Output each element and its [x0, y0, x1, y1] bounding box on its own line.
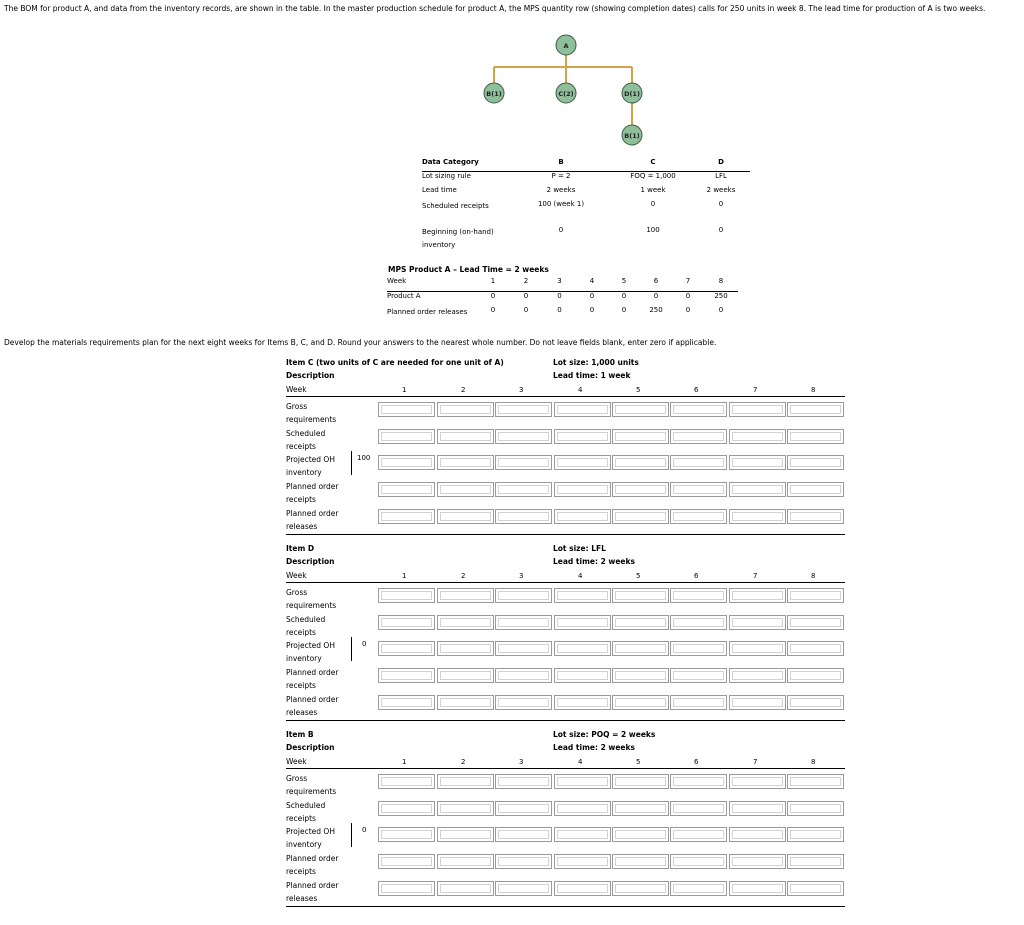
- mps-table: Week 1 2 3 4 5 6 7 8 Product A 0 0 0 0 0 0 0 250 Planned order releases 0 0 0 0 0 250 0 0: [387, 277, 738, 332]
- item-d-planned-order-receipts-week-4-input[interactable]: [554, 668, 611, 683]
- item-b-projected-oh-week-3-input[interactable]: [495, 827, 552, 842]
- item-d-gross-requirements-label: Gross requirements: [286, 588, 337, 610]
- item-c-week-7: 7: [753, 386, 758, 394]
- item-c-gross-requirements-week-6-input[interactable]: [670, 402, 727, 417]
- item-b-gross-requirements-week-8-input[interactable]: [787, 774, 844, 789]
- item-d-planned-order-releases-week-2-input[interactable]: [437, 695, 494, 710]
- item-c-planned-order-releases-week-8-input[interactable]: [787, 509, 844, 524]
- item-c-bottom-rule: [286, 534, 845, 535]
- item-c-gross-requirements-week-3-input[interactable]: [495, 402, 552, 417]
- item-d-week-3: 3: [519, 572, 524, 580]
- item-d-bottom-rule: [286, 720, 845, 721]
- instructions: Develop the materials requirements plan for the next eight weeks for Items B, C, and D. Round your answers to the nearest whole number. Do not leave fields blank, enter zero if applicable.: [4, 338, 717, 347]
- item-b-planned-order-receipts-label: Planned order receipts: [286, 854, 339, 877]
- bom-label-a: A: [563, 42, 569, 50]
- item-b-scheduled-receipts-week-2-input[interactable]: [437, 801, 494, 816]
- item-d-gross-requirements-week-6-input[interactable]: [670, 588, 727, 603]
- item-c-scheduled-receipts-week-2-input[interactable]: [437, 429, 494, 444]
- item-d-planned-order-receipts-week-3-input[interactable]: [495, 668, 552, 683]
- item-d-week-7: 7: [753, 572, 758, 580]
- item-b-scheduled-receipts-week-8-input[interactable]: [787, 801, 844, 816]
- item-c-projected-oh-week-2-input[interactable]: [437, 455, 494, 470]
- item-c-projected-oh-label: Projected OH inventory: [286, 455, 335, 478]
- mps-title: MPS Product A – Lead Time = 2 weeks: [388, 265, 549, 274]
- item-b-week-5: 5: [636, 758, 641, 766]
- item-d-gross-requirements-week-5-input[interactable]: [612, 588, 669, 603]
- item-d-scheduled-receipts-week-2-input[interactable]: [437, 615, 494, 630]
- item-d-planned-order-releases-week-6-input[interactable]: [670, 695, 727, 710]
- inventory-data-table: Data Category B C D Lot sizing rule P = 2 FOQ = 1,000 LFL Lead time 2 weeks 1 week 2 weeks Scheduled receipts 100 (week 1) 0 0 Beginning (on-hand) inventory 0 100 0: [422, 158, 750, 252]
- item-c-scheduled-receipts-week-6-input[interactable]: [670, 429, 727, 444]
- item-c-week-label: Week: [286, 385, 307, 394]
- item-d-projected-oh-week-6-input[interactable]: [670, 641, 727, 656]
- item-b-planned-order-receipts-week-2-input[interactable]: [437, 854, 494, 869]
- item-d-planned-order-receipts-week-7-input[interactable]: [729, 668, 786, 683]
- item-b-scheduled-receipts-week-4-input[interactable]: [554, 801, 611, 816]
- item-c-title: Item C (two units of C are needed for one unit of A): [286, 358, 504, 367]
- item-d-planned-order-receipts-week-8-input[interactable]: [787, 668, 844, 683]
- item-b-gross-requirements-week-1-input[interactable]: [378, 774, 435, 789]
- item-d-gross-requirements-week-1-input[interactable]: [378, 588, 435, 603]
- item-c-planned-order-releases-week-7-input[interactable]: [729, 509, 786, 524]
- item-c-planned-order-releases-week-1-input[interactable]: [378, 509, 435, 524]
- item-b-week-2: 2: [461, 758, 466, 766]
- item-c-beginning-on-hand: 100: [357, 454, 371, 463]
- item-d-gross-requirements-week-3-input[interactable]: [495, 588, 552, 603]
- item-c-gross-requirements-week-8-input[interactable]: [787, 402, 844, 417]
- bom-diagram: [0, 0, 1024, 160]
- item-d-header-rule: [286, 582, 845, 583]
- item-d-planned-order-releases-week-1-input[interactable]: [378, 695, 435, 710]
- item-b-planned-order-releases-week-8-input[interactable]: [787, 881, 844, 896]
- item-b-planned-order-receipts-week-5-input[interactable]: [612, 854, 669, 869]
- bom-label-b-under-d: B(1): [624, 132, 640, 140]
- item-c-projected-oh-week-3-input[interactable]: [495, 455, 552, 470]
- item-c-gross-requirements-week-2-input[interactable]: [437, 402, 494, 417]
- item-c-week-3: 3: [519, 386, 524, 394]
- item-c-gross-requirements-week-4-input[interactable]: [554, 402, 611, 417]
- item-c-planned-order-receipts-week-1-input[interactable]: [378, 482, 435, 497]
- item-b-lead-time: Lead time: 2 weeks: [553, 743, 635, 752]
- item-b-scheduled-receipts-week-5-input[interactable]: [612, 801, 669, 816]
- item-b-scheduled-receipts-week-6-input[interactable]: [670, 801, 727, 816]
- item-c-planned-order-releases-label: Planned order releases: [286, 508, 339, 531]
- problem-intro: The BOM for product A, and data from the inventory records, are shown in the table. In the master production schedule for product A, the MPS quantity row (showing completion dates) calls for 250 units in week 8. The lead time for production of A is two weeks.: [4, 4, 986, 13]
- item-b-planned-order-releases-week-1-input[interactable]: [378, 881, 435, 896]
- item-d-planned-order-releases-week-3-input[interactable]: [495, 695, 552, 710]
- item-b-gross-requirements-week-7-input[interactable]: [729, 774, 786, 789]
- item-b-gross-requirements-week-3-input[interactable]: [495, 774, 552, 789]
- item-b-gross-requirements-week-5-input[interactable]: [612, 774, 669, 789]
- item-c-planned-order-receipts-week-4-input[interactable]: [554, 482, 611, 497]
- item-c-planned-order-receipts-week-7-input[interactable]: [729, 482, 786, 497]
- item-d-projected-oh-label: Projected OH inventory: [286, 641, 335, 664]
- item-b-projected-oh-week-6-input[interactable]: [670, 827, 727, 842]
- item-d-planned-order-receipts-week-6-input[interactable]: [670, 668, 727, 683]
- item-b-title: Item B: [286, 730, 314, 739]
- item-b-gross-requirements-week-6-input[interactable]: [670, 774, 727, 789]
- item-d-projected-oh-week-5-input[interactable]: [612, 641, 669, 656]
- item-b-gross-requirements-week-2-input[interactable]: [437, 774, 494, 789]
- item-c-week-6: 6: [694, 386, 699, 394]
- item-c-scheduled-receipts-week-1-input[interactable]: [378, 429, 435, 444]
- item-b-planned-order-releases-week-6-input[interactable]: [670, 881, 727, 896]
- item-c-header-rule: [286, 396, 845, 397]
- item-d-planned-order-receipts-week-5-input[interactable]: [612, 668, 669, 683]
- item-d-planned-order-receipts-week-1-input[interactable]: [378, 668, 435, 683]
- item-b-projected-oh-week-8-input[interactable]: [787, 827, 844, 842]
- item-b-gross-requirements-label: Gross requirements: [286, 774, 337, 796]
- item-c-planned-order-receipts-week-5-input[interactable]: [612, 482, 669, 497]
- item-c-planned-order-releases-week-5-input[interactable]: [612, 509, 669, 524]
- item-d-week-5: 5: [636, 572, 641, 580]
- item-d-projected-oh-week-4-input[interactable]: [554, 641, 611, 656]
- item-b-week-4: 4: [578, 758, 583, 766]
- item-b-week-7: 7: [753, 758, 758, 766]
- item-b-scheduled-receipts-week-7-input[interactable]: [729, 801, 786, 816]
- item-d-week-8: 8: [811, 572, 816, 580]
- item-d-scheduled-receipts-label: Scheduled receipts: [286, 614, 326, 637]
- item-b-week-6: 6: [694, 758, 699, 766]
- item-d-planned-order-releases-week-7-input[interactable]: [729, 695, 786, 710]
- item-d-title: Item D: [286, 544, 315, 553]
- item-b-planned-order-receipts-week-1-input[interactable]: [378, 854, 435, 869]
- item-d-gross-requirements-week-4-input[interactable]: [554, 588, 611, 603]
- item-d-scheduled-receipts-week-5-input[interactable]: [612, 615, 669, 630]
- item-b-description-label: Description: [286, 743, 335, 752]
- bom-label-c: C(2): [558, 90, 574, 98]
- bom-label-b: B(1): [486, 90, 502, 98]
- item-c-projected-oh-week-6-input[interactable]: [670, 455, 727, 470]
- item-b-beginning-on-hand: 0: [362, 826, 367, 835]
- item-d-gross-requirements-week-8-input[interactable]: [787, 588, 844, 603]
- item-c-gross-requirements-week-5-input[interactable]: [612, 402, 669, 417]
- item-c-projected-oh-week-7-input[interactable]: [729, 455, 786, 470]
- item-d-planned-order-releases-label: Planned order releases: [286, 694, 339, 717]
- item-b-lot-size: Lot size: POQ = 2 weeks: [553, 730, 656, 739]
- item-d-header: D: [692, 158, 750, 172]
- item-b-scheduled-receipts-week-3-input[interactable]: [495, 801, 552, 816]
- item-b-bottom-rule: [286, 906, 845, 907]
- item-d-scheduled-receipts-week-4-input[interactable]: [554, 615, 611, 630]
- item-c-gross-requirements-label: Gross requirements: [286, 402, 337, 424]
- item-b-projected-oh-label: Projected OH inventory: [286, 827, 335, 850]
- item-c-description-label: Description: [286, 371, 335, 380]
- item-b-planned-order-releases-week-5-input[interactable]: [612, 881, 669, 896]
- item-b-planned-order-releases-week-7-input[interactable]: [729, 881, 786, 896]
- item-d-scheduled-receipts-week-1-input[interactable]: [378, 615, 435, 630]
- item-d-planned-order-releases-week-5-input[interactable]: [612, 695, 669, 710]
- item-b-projected-oh-week-2-input[interactable]: [437, 827, 494, 842]
- item-c-scheduled-receipts-week-7-input[interactable]: [729, 429, 786, 444]
- item-b-planned-order-receipts-week-3-input[interactable]: [495, 854, 552, 869]
- item-c-planned-order-releases-week-2-input[interactable]: [437, 509, 494, 524]
- item-c-projected-oh-week-5-input[interactable]: [612, 455, 669, 470]
- item-d-projected-oh-week-7-input[interactable]: [729, 641, 786, 656]
- item-c-scheduled-receipts-week-3-input[interactable]: [495, 429, 552, 444]
- item-c-planned-order-receipts-label: Planned order receipts: [286, 482, 339, 505]
- item-c-header: C: [614, 158, 692, 172]
- item-d-projected-oh-week-8-input[interactable]: [787, 641, 844, 656]
- item-c-week-8: 8: [811, 386, 816, 394]
- item-d-projected-oh-week-3-input[interactable]: [495, 641, 552, 656]
- item-d-planned-order-releases-week-8-input[interactable]: [787, 695, 844, 710]
- item-c-week-1: 1: [402, 386, 407, 394]
- item-b-scheduled-receipts-week-1-input[interactable]: [378, 801, 435, 816]
- item-b-projected-oh-week-1-input[interactable]: [378, 827, 435, 842]
- item-d-week-1: 1: [402, 572, 407, 580]
- item-c-scheduled-receipts-week-4-input[interactable]: [554, 429, 611, 444]
- item-d-beginning-on-hand: 0: [362, 640, 367, 649]
- item-d-scheduled-receipts-week-3-input[interactable]: [495, 615, 552, 630]
- item-c-planned-order-receipts-week-6-input[interactable]: [670, 482, 727, 497]
- item-b-scheduled-receipts-label: Scheduled receipts: [286, 800, 326, 823]
- item-d-week-4: 4: [578, 572, 583, 580]
- item-d-lead-time: Lead time: 2 weeks: [553, 557, 635, 566]
- item-c-projected-oh-week-1-input[interactable]: [378, 455, 435, 470]
- item-b-planned-order-receipts-week-8-input[interactable]: [787, 854, 844, 869]
- item-d-description-label: Description: [286, 557, 335, 566]
- item-b-header: B: [508, 158, 614, 172]
- item-c-scheduled-receipts-label: Scheduled receipts: [286, 428, 326, 451]
- item-b-planned-order-releases-week-3-input[interactable]: [495, 881, 552, 896]
- item-c-scheduled-receipts-week-5-input[interactable]: [612, 429, 669, 444]
- item-c-planned-order-receipts-week-2-input[interactable]: [437, 482, 494, 497]
- item-c-projected-oh-week-4-input[interactable]: [554, 455, 611, 470]
- data-category-header: Data Category: [422, 158, 508, 172]
- item-b-week-1: 1: [402, 758, 407, 766]
- item-d-scheduled-receipts-week-8-input[interactable]: [787, 615, 844, 630]
- item-b-projected-oh-week-5-input[interactable]: [612, 827, 669, 842]
- item-c-gross-requirements-week-7-input[interactable]: [729, 402, 786, 417]
- item-b-planned-order-receipts-week-6-input[interactable]: [670, 854, 727, 869]
- item-d-projected-oh-week-1-input[interactable]: [378, 641, 435, 656]
- item-c-planned-order-receipts-week-8-input[interactable]: [787, 482, 844, 497]
- item-d-week-6: 6: [694, 572, 699, 580]
- item-c-projected-oh-week-8-input[interactable]: [787, 455, 844, 470]
- item-c-oh-divider: [351, 451, 352, 475]
- item-b-planned-order-releases-label: Planned order releases: [286, 880, 339, 903]
- item-c-gross-requirements-week-1-input[interactable]: [378, 402, 435, 417]
- item-b-header-rule: [286, 768, 845, 769]
- item-b-planned-order-receipts-week-4-input[interactable]: [554, 854, 611, 869]
- item-d-oh-divider: [351, 637, 352, 661]
- item-b-week-label: Week: [286, 757, 307, 766]
- item-b-projected-oh-week-4-input[interactable]: [554, 827, 611, 842]
- item-d-gross-requirements-week-7-input[interactable]: [729, 588, 786, 603]
- item-d-week-2: 2: [461, 572, 466, 580]
- item-c-lead-time: Lead time: 1 week: [553, 371, 631, 380]
- item-b-week-8: 8: [811, 758, 816, 766]
- item-b-planned-order-releases-week-4-input[interactable]: [554, 881, 611, 896]
- item-c-planned-order-releases-week-4-input[interactable]: [554, 509, 611, 524]
- item-d-planned-order-receipts-week-2-input[interactable]: [437, 668, 494, 683]
- item-c-week-2: 2: [461, 386, 466, 394]
- item-c-planned-order-receipts-week-3-input[interactable]: [495, 482, 552, 497]
- item-d-planned-order-receipts-label: Planned order receipts: [286, 668, 339, 691]
- item-b-planned-order-releases-week-2-input[interactable]: [437, 881, 494, 896]
- item-c-week-4: 4: [578, 386, 583, 394]
- item-d-week-label: Week: [286, 571, 307, 580]
- item-b-week-3: 3: [519, 758, 524, 766]
- item-c-scheduled-receipts-week-8-input[interactable]: [787, 429, 844, 444]
- item-d-scheduled-receipts-week-7-input[interactable]: [729, 615, 786, 630]
- item-c-planned-order-releases-week-6-input[interactable]: [670, 509, 727, 524]
- item-d-gross-requirements-week-2-input[interactable]: [437, 588, 494, 603]
- bom-label-d: D(1): [624, 90, 640, 98]
- item-b-projected-oh-week-7-input[interactable]: [729, 827, 786, 842]
- item-d-planned-order-releases-week-4-input[interactable]: [554, 695, 611, 710]
- item-b-gross-requirements-week-4-input[interactable]: [554, 774, 611, 789]
- item-c-planned-order-releases-week-3-input[interactable]: [495, 509, 552, 524]
- item-d-lot-size: Lot size: LFL: [553, 544, 606, 553]
- item-b-oh-divider: [351, 823, 352, 847]
- item-c-week-5: 5: [636, 386, 641, 394]
- item-d-scheduled-receipts-week-6-input[interactable]: [670, 615, 727, 630]
- item-b-planned-order-receipts-week-7-input[interactable]: [729, 854, 786, 869]
- item-c-lot-size: Lot size: 1,000 units: [553, 358, 639, 367]
- item-d-projected-oh-week-2-input[interactable]: [437, 641, 494, 656]
